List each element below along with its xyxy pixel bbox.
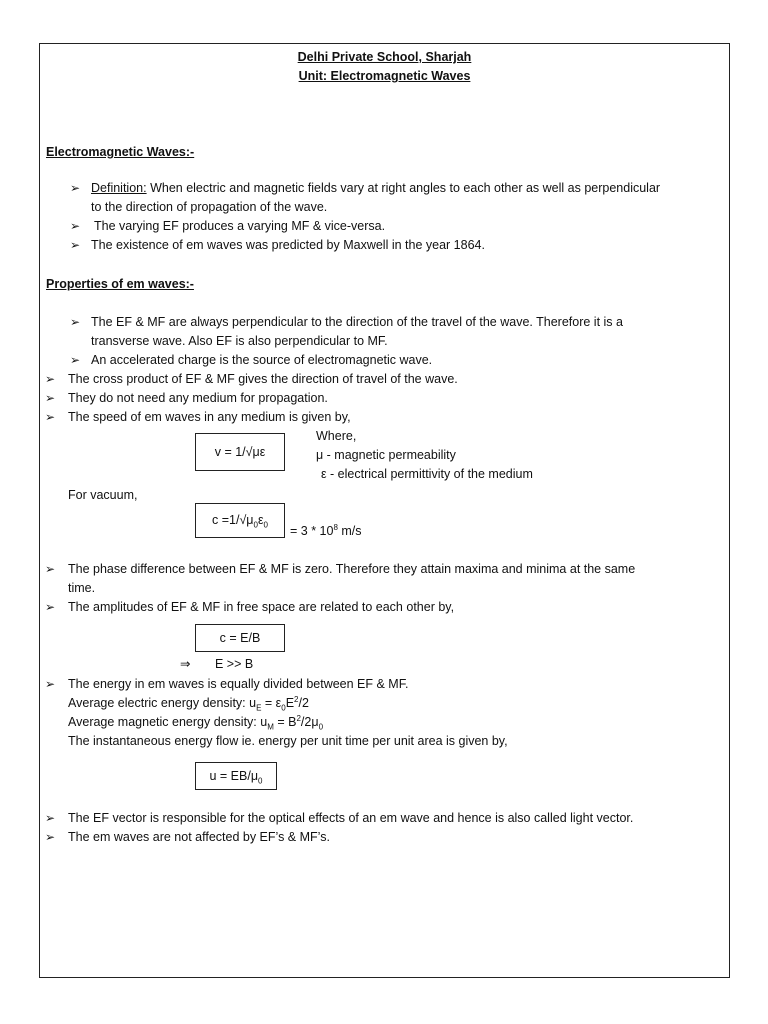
property-phase-line-1: The phase difference between EF & MF is zero. Therefore they attain maxima and minima at the same bbox=[68, 562, 636, 576]
epsilon-definition: ε - electrical permittivity of the medium bbox=[321, 467, 533, 481]
property-cross-product: The cross product of EF & MF gives the direction of travel of the wave. bbox=[68, 372, 458, 386]
bullet-arrow-icon: ➢ bbox=[45, 562, 56, 576]
implies-arrow-icon: ⇒ bbox=[180, 657, 191, 671]
bullet-arrow-icon: ➢ bbox=[70, 353, 81, 367]
for-vacuum-label: For vacuum, bbox=[68, 488, 138, 502]
instantaneous-energy-flow: The instantaneous energy flow ie. energy per unit time per unit area is given by, bbox=[68, 734, 508, 748]
bullet-arrow-icon: ➢ bbox=[70, 315, 81, 329]
property-no-medium: They do not need any medium for propagation. bbox=[68, 391, 328, 405]
equation-energy-flow: $u = EB/\mu_0$ bbox=[209, 768, 263, 785]
avg-electric-energy: Average electric energy density: $u_E = \varepsilon_0E^2/2$ bbox=[68, 694, 309, 713]
property-speed: The speed of em waves in any medium is given by, bbox=[68, 410, 351, 424]
property-not-affected: The em waves are not affected by EF’s & MF’s. bbox=[68, 830, 330, 844]
property-phase-line-2: time. bbox=[68, 581, 96, 595]
equation-vacuum-speed: $c =1/√\mu_0\varepsilon_0$ bbox=[212, 513, 268, 530]
vacuum-speed-value: = $3 * 10^8$ m/s bbox=[290, 522, 362, 538]
bullet-arrow-icon: ➢ bbox=[70, 219, 81, 233]
property-accelerated-charge: An accelerated charge is the source of electromagnetic wave. bbox=[91, 353, 433, 367]
equation-energy-flow-box bbox=[195, 762, 277, 790]
bullet-arrow-icon: ➢ bbox=[45, 410, 56, 424]
document-page bbox=[39, 43, 730, 978]
equation-speed: v = 1/√με bbox=[214, 444, 266, 459]
definition-label: Definition: bbox=[91, 181, 147, 195]
section-heading-em-waves: Electromagnetic Waves:- bbox=[46, 145, 195, 159]
equation-ceb-box bbox=[195, 624, 285, 652]
definition-line-2: to the direction of propagation of the wave. bbox=[91, 200, 328, 214]
bullet-arrow-icon: ➢ bbox=[45, 600, 56, 614]
bullet-arrow-icon: ➢ bbox=[45, 830, 56, 844]
bullet-arrow-icon: ➢ bbox=[45, 372, 56, 386]
property-perpendicular-line-1: The EF & MF are always perpendicular to the direction of the travel of the wave. Therefore it is a bbox=[91, 315, 623, 329]
bullet-arrow-icon: ➢ bbox=[70, 181, 81, 195]
unit-title: Unit: Electromagnetic Waves bbox=[298, 69, 471, 83]
section-heading-properties: Properties of em waves:- bbox=[46, 277, 194, 291]
school-name: Delhi Private School, Sharjah bbox=[297, 50, 472, 64]
bullet-varying-ef: The varying EF produces a varying MF & vice-versa. bbox=[94, 219, 386, 233]
property-light-vector: The EF vector is responsible for the optical effects of an em wave and hence is also called light vector. bbox=[68, 811, 634, 825]
implies-text: E >> B bbox=[215, 657, 254, 671]
definition-line-1 bbox=[91, 181, 660, 196]
bullet-maxwell: The existence of em waves was predicted by Maxwell in the year 1864. bbox=[91, 238, 485, 252]
avg-magnetic-energy: Average magnetic energy density: $u_M = B^2/2\mu_0$ bbox=[68, 713, 324, 732]
equation-vacuum-speed-box bbox=[195, 503, 285, 538]
mu-definition: μ - magnetic permeability bbox=[316, 448, 456, 462]
bullet-arrow-icon: ➢ bbox=[45, 677, 56, 691]
property-amplitudes: The amplitudes of EF & MF in free space are related to each other by, bbox=[68, 600, 455, 614]
where-label: Where, bbox=[316, 429, 357, 443]
equation-ceb: c = E/B bbox=[219, 630, 261, 645]
property-perpendicular-line-2: transverse wave. Also EF is also perpendicular to MF. bbox=[91, 334, 388, 348]
bullet-arrow-icon: ➢ bbox=[45, 391, 56, 405]
equation-speed-box bbox=[195, 433, 285, 471]
property-energy-divided: The energy in em waves is equally divided between EF & MF. bbox=[68, 677, 409, 691]
bullet-arrow-icon: ➢ bbox=[70, 238, 81, 252]
bullet-arrow-icon: ➢ bbox=[45, 811, 56, 825]
definition-text: When electric and magnetic fields vary at right angles to each other as well as perpendicular bbox=[146, 181, 661, 195]
